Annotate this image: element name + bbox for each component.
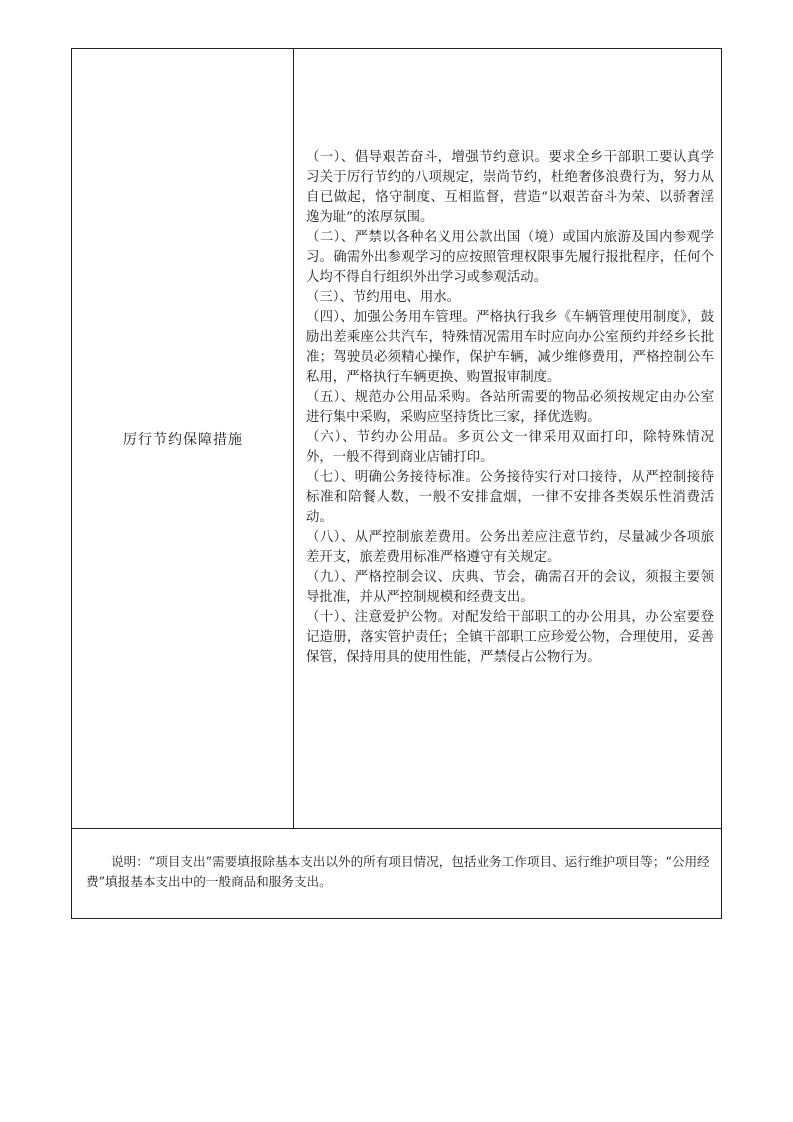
measure-item: （十）、注意爱护公物。对配发给干部职工的办公用具，办公室要登记造册，落实管护责任；全镇干部职工应珍爱公物，合理使用，妥善保管，保持用具的使用性能，严禁侵占公物行为。 bbox=[306, 610, 714, 665]
row-label: 厉行节约保障措施 bbox=[123, 432, 243, 448]
measure-item: （六）、节约办公用品。多页公文一律采用双面打印，除特殊情况外，一般不得到商业店铺打印。 bbox=[306, 430, 714, 465]
measures-content bbox=[306, 148, 714, 668]
measure-item: （五）、规范办公用品采购。各站所需要的物品必须按规定由办公室进行集中采购，采购应坚持货比三家，择优选购。 bbox=[306, 390, 714, 425]
measures-row bbox=[72, 49, 721, 829]
measure-item: （九）、严格控制会议、庆典、节会，确需召开的会议，须报主要领导批准，并从严控制规模和经费支出。 bbox=[306, 570, 714, 605]
measure-item: （三）、节约用电、用水。 bbox=[306, 290, 460, 305]
measures-table bbox=[71, 48, 722, 919]
measure-item: （七）、明确公务接待标准。公务接待实行对口接待，从严控制接待标准和陪餐人数，一般不安排盒烟，一律不安排各类娱乐性消费活动。 bbox=[306, 470, 714, 525]
measure-item: （四）、加强公务用车管理。严格执行我乡《车辆管理使用制度》，鼓励出差乘座公共汽车，特殊情况需用车时应向办公室预约并经乡长批准；驾驶员必须精心操作，保护车辆，减少维修费用，严格控制公车私用，严格执行车辆更换、购置报审制度。 bbox=[306, 310, 714, 385]
measure-item: （二）、严禁以各种名义用公款出国（境）或国内旅游及国内参观学习。确需外出参观学习的应按照管理权限事先履行报批程序，任何个人均不得自行组织外出学习或参观活动。 bbox=[306, 230, 714, 285]
measure-item: （八）、从严控制旅差费用。公务出差应注意节约，尽量减少各项旅差开支，旅差费用标准严格遵守有关规定。 bbox=[306, 530, 714, 565]
label-column bbox=[72, 49, 294, 828]
table-note: 说明：“项目支出”需要填报除基本支出以外的所有项目情况，包括业务工作项目、运行维护项目等；“公用经费”填报基本支出中的一般商品和服务支出。 bbox=[86, 854, 710, 889]
measure-item: （一）、倡导艰苦奋斗，增强节约意识。要求全乡干部职工要认真学习关于厉行节约的八项规定，崇尚节约，杜绝奢侈浪费行为，努力从自已做起，恪守制度、互相监督，营造“以艰苦奋斗为荣、以骄奢淫逸为耻”的浓厚氛围。 bbox=[306, 150, 714, 225]
